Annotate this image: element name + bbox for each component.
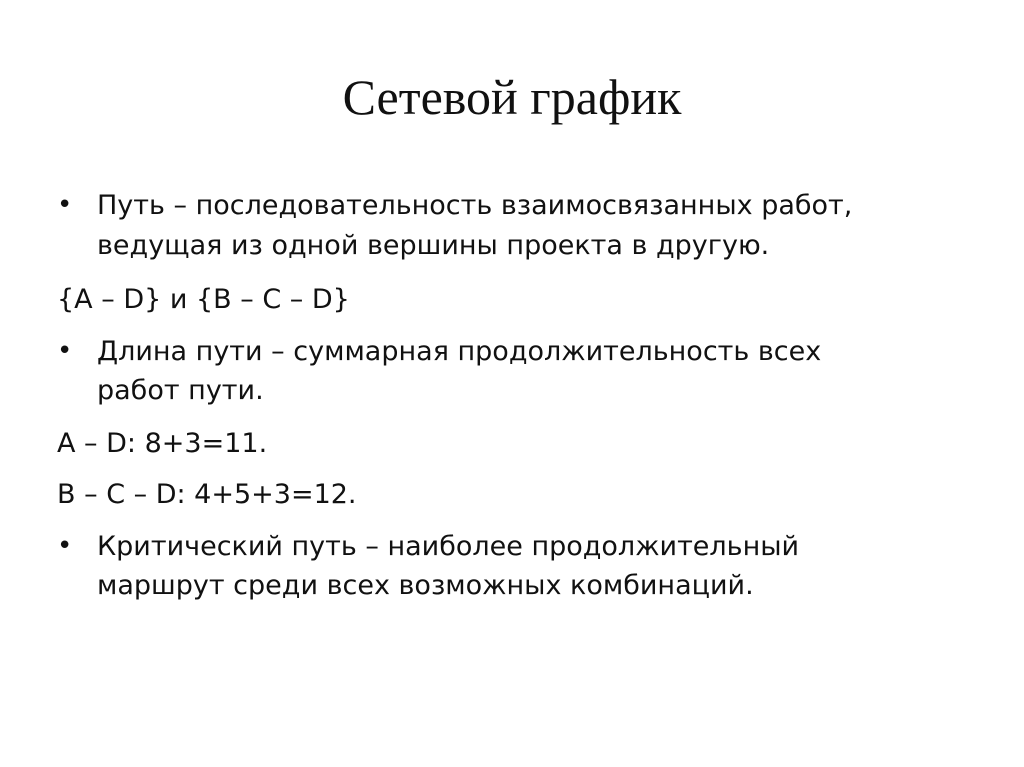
bullet-marker-3: •: [57, 531, 73, 561]
bullet-marker-1: •: [57, 190, 73, 220]
bullet-marker-2: •: [57, 336, 73, 366]
paths-set-line: {A – D} и {B – C – D}: [57, 284, 350, 315]
bullet-2-line-2: работ пути.: [97, 375, 264, 406]
slide-title: Сетевой график: [342, 69, 682, 125]
path-ad-length-line: A – D: 8+3=11.: [57, 428, 268, 459]
bullet-1-line-2: ведущая из одной вершины проекта в другую.: [97, 230, 770, 261]
bullet-1-line-1: Путь – последовательность взаимосвязанных работ,: [97, 190, 853, 221]
bullet-3-line-1: Критический путь – наиболее продолжительный: [97, 531, 800, 562]
bullet-3-line-2: маршрут среди всех возможных комбинаций.: [97, 570, 754, 601]
path-bcd-length-line: B – C – D: 4+5+3=12.: [57, 479, 357, 510]
bullet-2-line-1: Длина пути – суммарная продолжительность всех: [97, 336, 822, 367]
